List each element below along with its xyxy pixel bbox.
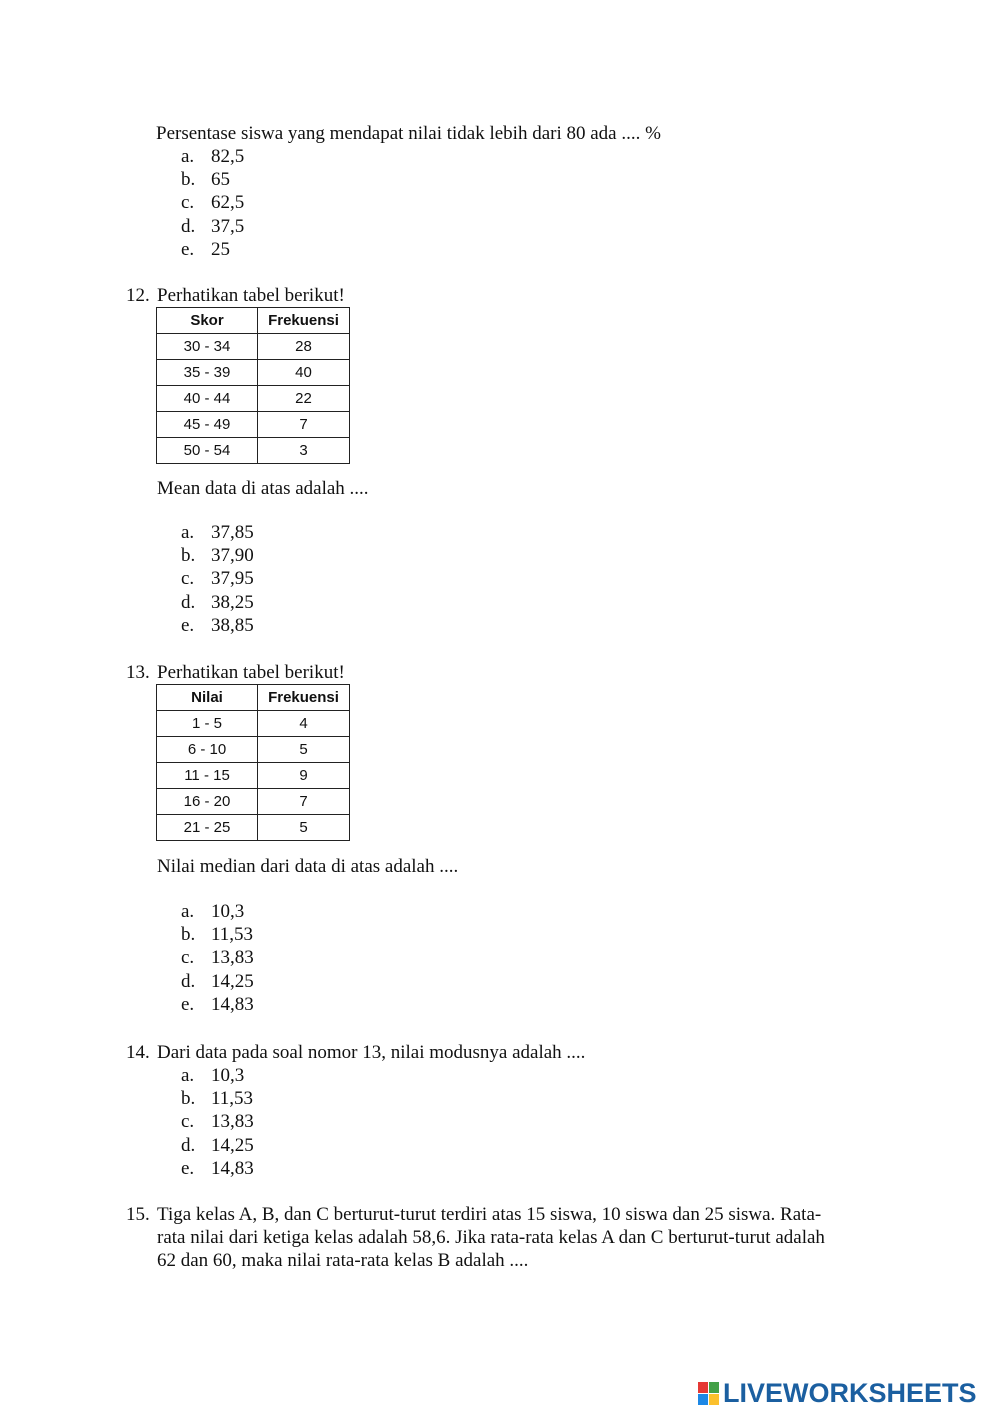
q13-question-text: Nilai median dari data di atas adalah .... <box>157 856 459 877</box>
table-cell: 4 <box>258 711 350 737</box>
table-row <box>157 815 350 841</box>
q12-options <box>181 521 254 637</box>
option-c[interactable]: c. 62,5 <box>181 192 245 214</box>
table-cell: 5 <box>258 815 350 841</box>
q13-intro: Perhatikan tabel berikut! <box>157 662 345 683</box>
table-cell: 35 - 39 <box>157 360 258 386</box>
q12-intro: Perhatikan tabel berikut! <box>157 285 345 306</box>
table-cell: 50 - 54 <box>157 438 258 464</box>
table-cell: 1 - 5 <box>157 711 258 737</box>
table-header: Nilai <box>157 685 258 711</box>
table-row <box>157 737 350 763</box>
table-cell: 5 <box>258 737 350 763</box>
table-cell: 9 <box>258 763 350 789</box>
liveworksheets-logo-icon <box>698 1382 719 1405</box>
option-a[interactable]: a. 10,3 <box>181 1065 245 1086</box>
table-cell: 7 <box>258 789 350 815</box>
table-header: Skor <box>157 308 258 334</box>
table-header-row <box>157 308 350 334</box>
q15-line-3: 62 dan 60, maka nilai rata-rata kelas B adalah .... <box>157 1250 529 1271</box>
liveworksheets-logo <box>698 1378 977 1408</box>
table-cell: 45 - 49 <box>157 412 258 438</box>
option-b[interactable]: b. 37,90 <box>181 545 254 567</box>
q11-options <box>181 145 244 261</box>
q13-frequency-table <box>156 684 350 841</box>
q12-question-text: Mean data di atas adalah .... <box>157 478 369 499</box>
option-d[interactable]: d. 14,25 <box>181 970 254 992</box>
q13-number: 13. <box>126 662 150 683</box>
table-header-row <box>157 685 350 711</box>
option-e[interactable]: e. 38,85 <box>181 614 254 636</box>
q14-options <box>181 1064 254 1180</box>
q15-number: 15. <box>126 1204 150 1225</box>
q14-question-text: Dari data pada soal nomor 13, nilai modusnya adalah .... <box>157 1042 586 1063</box>
logo-square <box>698 1382 708 1393</box>
table-cell: 30 - 34 <box>157 334 258 360</box>
option-a[interactable]: a. 10,3 <box>181 901 245 922</box>
q15-line-2: rata nilai dari ketiga kelas adalah 58,6. Jika rata-rata kelas A dan C berturut-turut adalah <box>157 1227 825 1248</box>
option-e[interactable]: e. 14,83 <box>181 993 254 1015</box>
option-c[interactable]: c. 13,83 <box>181 947 254 969</box>
q14-number: 14. <box>126 1042 150 1063</box>
option-e[interactable]: e. 25 <box>181 238 230 260</box>
option-c[interactable]: c. 37,95 <box>181 568 254 590</box>
table-row <box>157 711 350 737</box>
logo-square <box>709 1394 719 1405</box>
table-header: Frekuensi <box>258 685 350 711</box>
table-row <box>157 334 350 360</box>
logo-square <box>698 1394 708 1405</box>
q15-line-1: Tiga kelas A, B, dan C berturut-turut terdiri atas 15 siswa, 10 siswa dan 25 siswa. Rata- <box>157 1204 822 1225</box>
option-b[interactable]: b. 11,53 <box>181 924 254 946</box>
table-cell: 11 - 15 <box>157 763 258 789</box>
option-d[interactable]: d. 37,5 <box>181 215 245 237</box>
table-row <box>157 789 350 815</box>
table-cell: 3 <box>258 438 350 464</box>
table-cell: 40 - 44 <box>157 386 258 412</box>
table-cell: 22 <box>258 386 350 412</box>
option-a[interactable]: a. 82,5 <box>181 146 245 167</box>
table-cell: 28 <box>258 334 350 360</box>
table-row <box>157 360 350 386</box>
option-e[interactable]: e. 14,83 <box>181 1157 254 1179</box>
q11-question-text: Persentase siswa yang mendapat nilai tidak lebih dari 80 ada .... % <box>156 123 661 144</box>
brand-name: LIVEWORKSHEETS <box>723 1377 977 1408</box>
q13-options <box>181 900 254 1016</box>
option-b[interactable]: b. 11,53 <box>181 1088 254 1110</box>
table-row <box>157 763 350 789</box>
table-cell: 6 - 10 <box>157 737 258 763</box>
q12-number: 12. <box>126 285 150 306</box>
logo-square <box>709 1382 719 1393</box>
option-a[interactable]: a. 37,85 <box>181 522 254 543</box>
table-row <box>157 386 350 412</box>
table-cell: 7 <box>258 412 350 438</box>
table-row <box>157 438 350 464</box>
option-c[interactable]: c. 13,83 <box>181 1111 254 1133</box>
option-b[interactable]: b. 65 <box>181 169 230 191</box>
option-d[interactable]: d. 38,25 <box>181 591 254 613</box>
table-cell: 16 - 20 <box>157 789 258 815</box>
q12-frequency-table <box>156 307 350 464</box>
table-cell: 21 - 25 <box>157 815 258 841</box>
table-row <box>157 412 350 438</box>
table-cell: 40 <box>258 360 350 386</box>
option-d[interactable]: d. 14,25 <box>181 1134 254 1156</box>
table-header: Frekuensi <box>258 308 350 334</box>
